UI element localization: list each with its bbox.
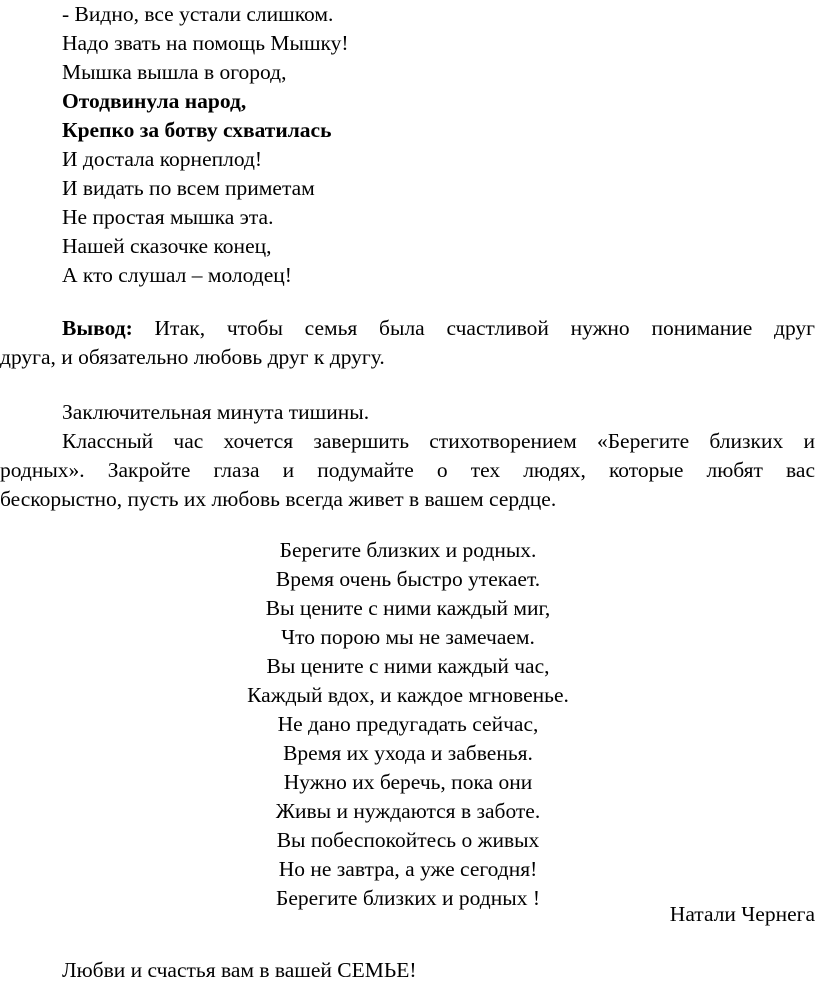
verse-line-bold: Крепко за ботву схватилась	[62, 118, 332, 142]
poem-line: Вы побеспокойтесь о живых	[276, 828, 540, 852]
closing-heading: Заключительная минута тишины.	[62, 400, 370, 424]
conclusion-line-2: друга, и обязательно любовь друг к другу.	[0, 345, 385, 369]
poem-line: Время их ухода и забвенья.	[283, 741, 533, 765]
farewell-line: Любви и счастья вам в вашей СЕМЬЕ!	[62, 958, 417, 982]
poem-line: Что порою мы не замечаем.	[281, 625, 535, 649]
poem-line: Но не завтра, а уже сегодня!	[278, 857, 538, 881]
poem-line: Каждый вдох, и каждое мгновенье.	[247, 683, 569, 707]
verse-line: Нашей сказочке конец,	[62, 234, 272, 258]
poem-line: Вы цените с ними каждый час,	[266, 654, 550, 678]
conclusion-line-1	[62, 314, 815, 343]
closing-paragraph-line-3: бескорыстно, пусть их любовь всегда живет в вашем сердце.	[0, 487, 557, 511]
poem-line: Берегите близких и родных !	[276, 886, 540, 910]
verse-line-bold: Отодвинула народ,	[62, 89, 247, 113]
conclusion-text-1: Итак, чтобы семья была счастливой нужно понимание друг	[154, 316, 815, 340]
poem-line: Живы и нуждаются в заботе.	[275, 799, 541, 823]
verse-line: А кто слушал – молодец!	[62, 263, 292, 287]
verse-line: Надо звать на помощь Мышку!	[62, 31, 349, 55]
poem-line: Время очень быстро утекает.	[275, 567, 541, 591]
verse-line: Не простая мышка эта.	[62, 205, 274, 229]
verse-line: И достала корнеплод!	[62, 147, 263, 171]
closing-paragraph-line-1: Классный час хочется завершить стихотворением «Берегите близких и	[62, 429, 815, 453]
poem-line: Вы цените с ними каждый миг,	[265, 596, 551, 620]
closing-paragraph-line-2: родных». Закройте глаза и подумайте о тех людях, которые любят вас	[0, 458, 815, 482]
verse-line: Мышка вышла в огород,	[62, 60, 287, 84]
verse-line: И видать по всем приметам	[62, 176, 315, 200]
conclusion-label: Вывод:	[62, 316, 133, 340]
poem-author: Натали Чернега	[669, 902, 815, 926]
poem-line: Не дано предугадать сейчас,	[277, 712, 539, 736]
poem-line: Берегите близких и родных.	[279, 538, 537, 562]
verse-line: - Видно, все устали слишком.	[62, 2, 334, 26]
poem-line: Нужно их беречь, пока они	[283, 770, 533, 794]
